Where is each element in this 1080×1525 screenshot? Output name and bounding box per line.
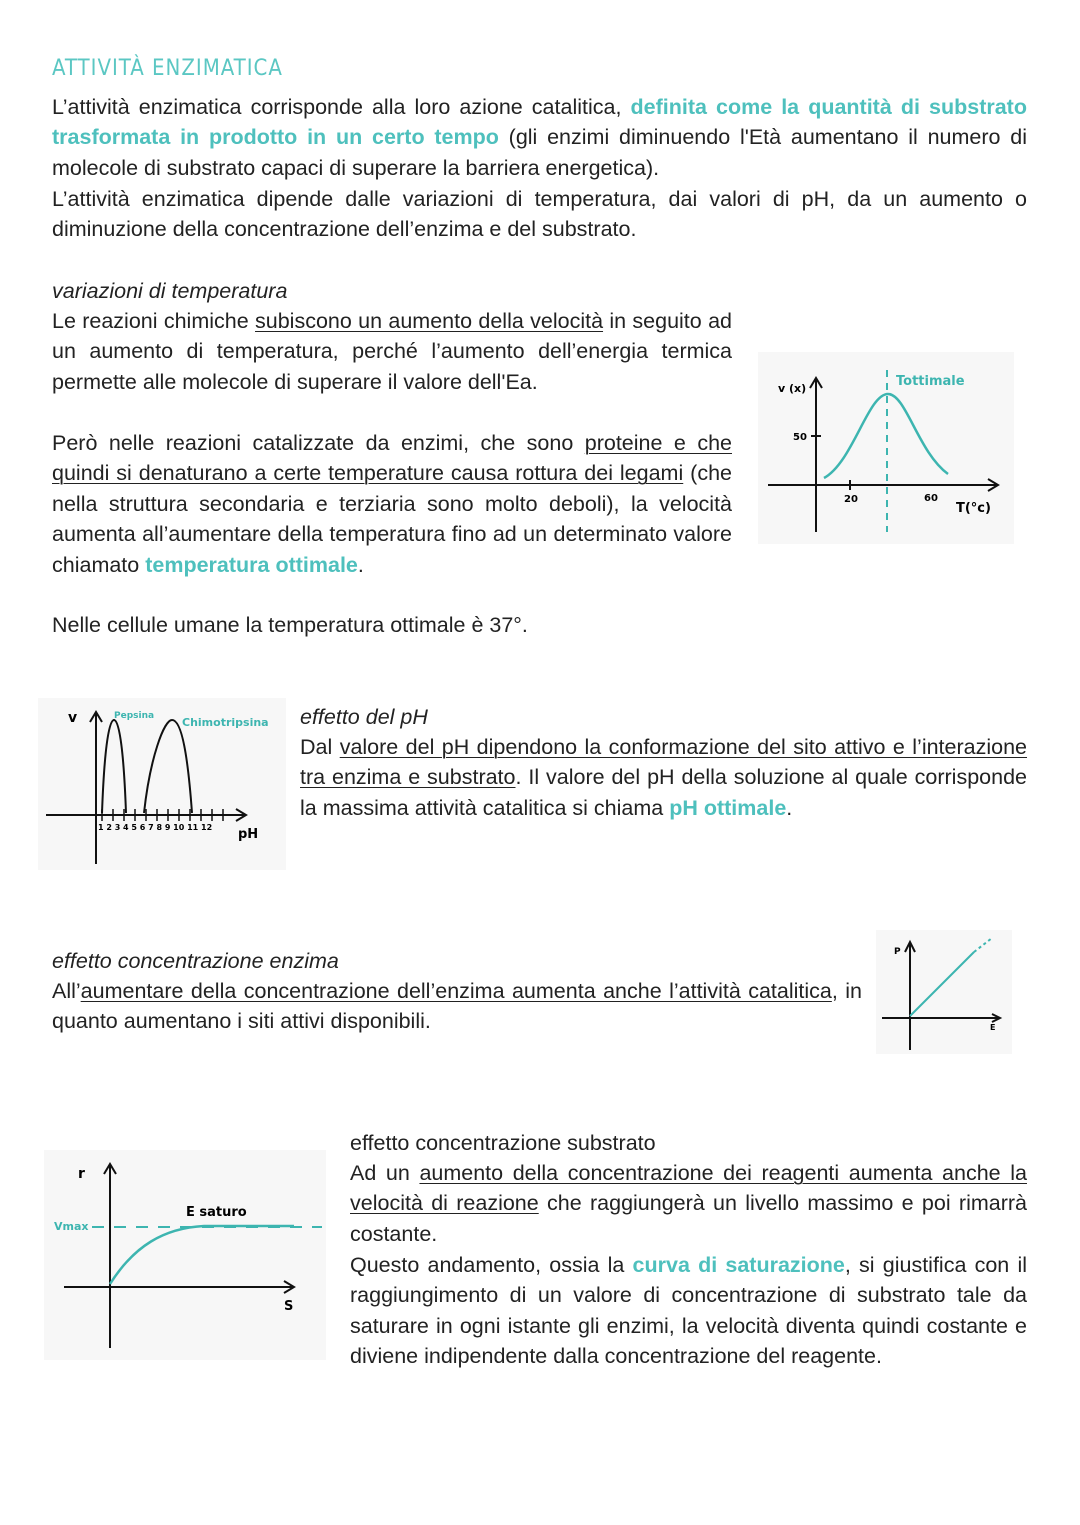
- substrate-underlined: aumento della concentrazione dei reagenti aumenta anche la velocità di reazione: [350, 1161, 1027, 1216]
- substrate-y-label: r: [78, 1166, 85, 1182]
- ph-x-tick-labels: 1 2 3 4 5 6 7 8 9 10 11 12: [98, 823, 213, 832]
- ph-graph: [38, 698, 286, 870]
- intro-text-b: (gli enzimi diminuendo l'Età aumentano il numero di molecole di substrato capaci di superare la barriera energetica).: [52, 125, 1027, 180]
- temperature-paragraph-3: Nelle cellule umane la temperatura ottimale è 37°.: [52, 613, 528, 637]
- intro-paragraph-1: [52, 92, 1027, 183]
- temp-text-d: (che nella struttura secondaria e terziaria sono molto deboli), la velocità aumenta all’aumentare della temperatura fino ad un determinato valore chiamato: [52, 461, 732, 577]
- enzyme-graph: [876, 930, 1012, 1054]
- temperature-paragraph-2: [52, 428, 732, 580]
- ph-underlined: valore del pH dipendono la conformazione del sito attivo e l’interazione tra enzima e substrato: [300, 735, 1028, 790]
- chimotripsina-label: Chimotripsina: [182, 716, 269, 729]
- temp-text-a: Le reazioni chimiche: [52, 309, 256, 333]
- saturation-curve: [110, 1226, 294, 1284]
- vmax-label: Vmax: [54, 1220, 89, 1233]
- enzyme-line-extension: [974, 938, 992, 952]
- pepsina-label: Pepsina: [114, 711, 155, 721]
- substrate-paragraph-2: [350, 1250, 1027, 1372]
- enzyme-heading: effetto concentrazione enzima: [52, 949, 339, 973]
- substrate-heading: effetto concentrazione substrato: [350, 1131, 656, 1155]
- temp-x-label: T(°c): [956, 501, 991, 516]
- temp-x-tick-2-label: 60: [924, 493, 938, 504]
- temp-x-tick-1-label: 20: [844, 494, 858, 505]
- substrate-paragraph-1: [350, 1158, 1027, 1249]
- temperature-heading: variazioni di temperatura: [52, 279, 288, 303]
- ph-x-label: pH: [238, 827, 259, 842]
- chimotripsina-curve: [144, 720, 192, 813]
- substrate-text-d: , si giustifica con il raggiungimento di un valore di concentrazione di substrato tale da saturare in ogni istante gli enzimi, la velocità diventa quindi costante e diviene indipendente dalla concentrazione del reagente.: [350, 1253, 1028, 1369]
- pepsina-curve: [102, 720, 126, 813]
- enzyme-text-a: All’: [52, 979, 81, 1003]
- ph-paragraph: [300, 732, 1027, 823]
- temp-optimal-term: temperatura ottimale: [145, 552, 358, 577]
- temp-y-label: v (x): [778, 382, 807, 395]
- temp-y-tick-label: 50: [793, 432, 807, 443]
- substrate-graph: [44, 1150, 326, 1360]
- ph-y-label: v: [68, 710, 78, 726]
- ph-optimal-term: pH ottimale: [669, 795, 787, 820]
- ph-text-a: Dal: [300, 735, 340, 759]
- substrate-text-a: Ad un: [350, 1161, 420, 1185]
- saturation-curve-term: curva di saturazione: [632, 1253, 845, 1277]
- enzyme-x-label: E: [990, 1023, 996, 1032]
- temperature-graph: [758, 352, 1014, 544]
- intro-text-a: L’attività enzimatica corrisponde alla loro azione catalitica,: [52, 95, 631, 119]
- page-title: ATTIVITÀ ENZIMATICA: [52, 56, 283, 81]
- temp-optimal-annotation: Tottimale: [896, 374, 965, 389]
- temp-underlined-2: proteine e che quindi si denaturano a certe temperature causa rottura dei legami: [52, 431, 732, 486]
- intro-definition: definita come la quantità di substrato trasformata in prodotto in un certo tempo: [52, 95, 1027, 150]
- temp-text-c: Però nelle reazioni catalizzate da enzimi, che sono: [52, 431, 585, 455]
- substrate-text-b: che raggiungerà un livello massimo e poi rimarrà costante.: [350, 1191, 1027, 1246]
- temp-text-e: .: [357, 552, 364, 577]
- ph-heading: effetto del pH: [300, 705, 428, 729]
- substrate-x-label: S: [284, 1299, 294, 1314]
- enzyme-paragraph: [52, 976, 862, 1037]
- ph-text-b: . Il valore del pH della soluzione al quale corrisponde la massima attività catalitica si chiama: [300, 765, 1027, 820]
- temperature-paragraph-1: [52, 306, 732, 397]
- intro-paragraph-2: L’attività enzimatica dipende dalle variazioni di temperatura, dai valori di pH, da un aumento o diminuzione della concentrazione dell’enzima e del substrato.: [52, 187, 1027, 242]
- substrate-text-c: Questo andamento, ossia la: [350, 1253, 633, 1277]
- temp-text-b: in seguito ad un aumento di temperatura, perché l’aumento dell’energia termica permette alle molecole di superare il valore dell'Ea.: [52, 309, 732, 394]
- enzyme-underlined: aumentare della concentrazione dell’enzima aumenta anche l’attività catalitica: [80, 979, 832, 1003]
- ph-text-c: .: [786, 795, 793, 820]
- enzyme-text-b: , in quanto aumentano i siti attivi disponibili.: [52, 979, 862, 1034]
- temp-underlined-1: subiscono un aumento della velocità: [255, 309, 604, 333]
- enzyme-y-label: P: [894, 947, 901, 957]
- saturation-annotation: E saturo: [186, 1205, 247, 1220]
- enzyme-activity-line: [910, 952, 974, 1016]
